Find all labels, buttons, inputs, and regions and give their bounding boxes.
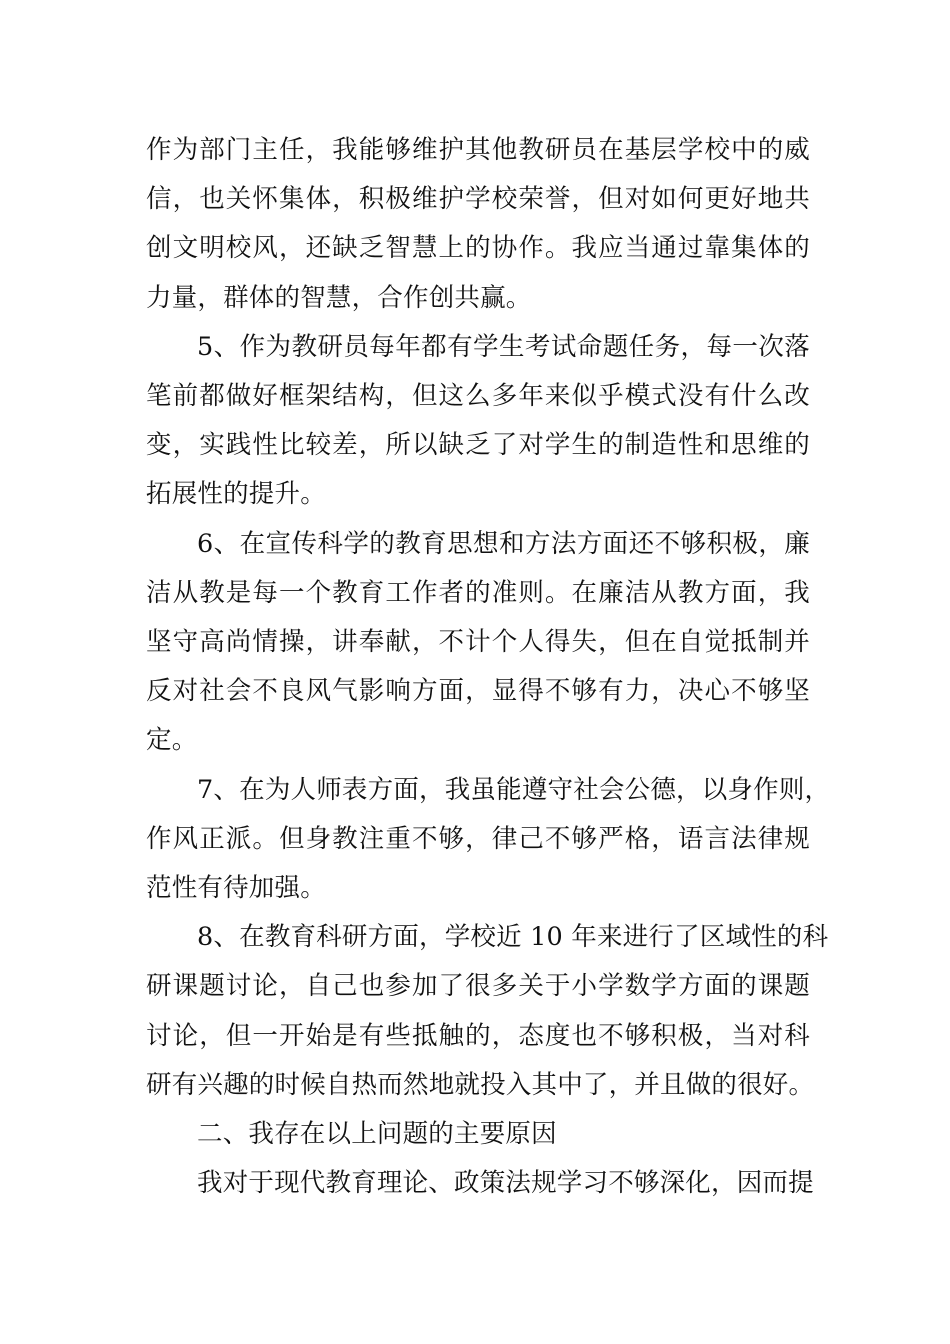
text-line: 5、作为教研员每年都有学生考试命题任务，每一次落 — [197, 331, 810, 362]
text-line: 作为部门主任，我能够维护其他教研员在基层学校中的威 — [146, 135, 810, 165]
text-line: 研有兴趣的时候自热而然地就投入其中了，并且做的很好。 — [146, 1069, 815, 1100]
paragraph-1 — [146, 126, 810, 323]
text-line: 二、我存在以上问题的主要原因 — [197, 1119, 557, 1150]
paragraph-item-5 — [146, 323, 810, 520]
text-line: 信，也关怀集体，积极维护学校荣誉，但对如何更好地共 — [146, 184, 810, 215]
text-line: 坚守高尚情操，讲奉献，不计个人得失，但在自觉抵制并 — [146, 627, 810, 658]
document-body — [146, 126, 831, 1208]
text-line: 笔前都做好框架结构，但这么多年来似乎模式没有什么改 — [146, 381, 810, 412]
section-heading-causes — [146, 1110, 810, 1159]
text-line: 变，实践性比较差，所以缺乏了对学生的制造性和思维的 — [146, 430, 810, 461]
text-line: 范性有待加强。 — [146, 873, 326, 904]
text-line: 反对社会不良风气影响方面，显得不够有力，决心不够坚 — [146, 676, 810, 707]
text-line: 研课题讨论，自己也参加了很多关于小学数学方面的课题 — [146, 971, 810, 1002]
text-line: 创文明校风，还缺乏智慧上的协作。我应当通过靠集体的 — [146, 233, 810, 264]
text-line: 6、在宣传科学的教育思想和方法方面还不够积极，廉 — [197, 528, 810, 559]
text-line: 讨论，但一开始是有些抵触的，态度也不够积极，当对科 — [146, 1020, 810, 1051]
paragraph-item-7 — [146, 766, 831, 914]
text-line: 力量，群体的智慧，合作创共赢。 — [146, 282, 532, 313]
text-line: 拓展性的提升。 — [146, 479, 326, 510]
text-line: 作风正派。但身教注重不够，律己不够严格，语言法律规 — [146, 823, 810, 854]
text-line: 定。 — [146, 725, 198, 756]
text-line: 8、在教育科研方面，学校近 10 年来进行了区域性的科 — [197, 922, 829, 953]
text-line: 7、在为人师表方面，我虽能遵守社会公德，以身作则， — [197, 774, 831, 805]
paragraph-causes — [146, 1159, 814, 1208]
paragraph-item-6 — [146, 520, 810, 766]
text-line: 洁从教是每一个教育工作者的准则。在廉洁从教方面，我 — [146, 577, 810, 608]
paragraph-item-8 — [146, 913, 829, 1110]
text-line: 我对于现代教育理论、政策法规学习不够深化，因而提 — [197, 1168, 814, 1199]
